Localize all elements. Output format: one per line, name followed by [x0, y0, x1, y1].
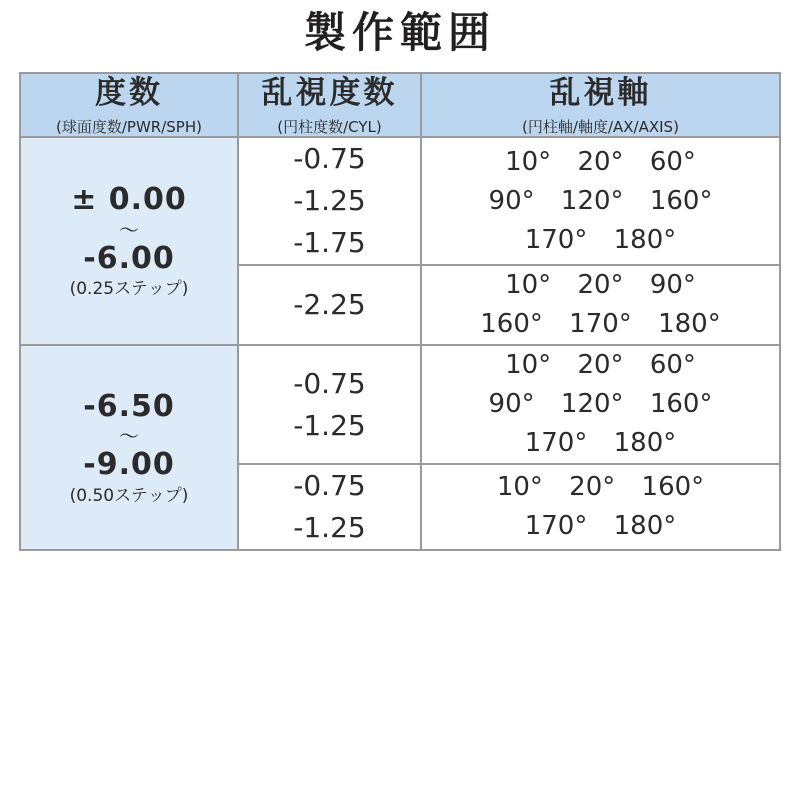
cylinder-value: -2.25 — [293, 288, 366, 322]
axis-line — [422, 182, 779, 221]
axis-cell — [421, 265, 780, 345]
header-cylinder-main: 乱視度数 — [261, 75, 398, 112]
axis-value: 60° — [649, 350, 696, 381]
axis-line — [422, 221, 779, 260]
cylinder-value: -0.75 — [293, 366, 366, 400]
axis-value: 180° — [613, 428, 677, 459]
axis-value: 170° — [524, 224, 588, 255]
axis-value: 10° — [505, 270, 552, 301]
cylinder-cell — [238, 265, 421, 345]
axis-value: 120° — [560, 185, 624, 216]
axis-value: 170° — [524, 511, 588, 542]
cylinder-value: -1.25 — [293, 408, 366, 442]
axis-line — [422, 385, 779, 424]
axis-value: 180° — [613, 511, 677, 542]
axis-value: 20° — [577, 270, 624, 301]
axis-value: 160° — [649, 185, 713, 216]
cylinder-cell — [238, 464, 421, 550]
cylinder-value: -0.75 — [293, 469, 366, 503]
axis-value: 180° — [658, 309, 721, 340]
header-power-main: 度数 — [95, 75, 163, 112]
axis-line — [422, 424, 779, 463]
power-cell-group-1 — [20, 137, 238, 345]
power-from: ± 0.00 — [71, 182, 187, 218]
axis-value: 20° — [577, 146, 624, 177]
axis-value: 170° — [569, 309, 632, 340]
specification-table — [19, 72, 781, 551]
header-cylinder — [238, 73, 421, 137]
axis-value: 10° — [505, 350, 552, 381]
axis-value: 160° — [649, 389, 713, 420]
cylinder-value: -1.75 — [293, 226, 366, 260]
power-range-tilde: 〜 — [119, 424, 139, 449]
power-step: (0.50ステップ) — [69, 485, 189, 506]
cylinder-cell — [238, 137, 421, 265]
axis-value: 60° — [649, 146, 696, 177]
axis-value: 10° — [505, 146, 552, 177]
power-cell-group-2 — [20, 345, 238, 550]
axis-line — [422, 266, 779, 305]
table-header — [20, 73, 780, 137]
axis-value: 20° — [569, 472, 616, 503]
axis-cell — [421, 464, 780, 550]
table-header-row — [20, 73, 780, 137]
power-range-tilde: 〜 — [119, 217, 139, 242]
header-axis — [421, 73, 780, 137]
axis-value: 90° — [488, 185, 535, 216]
power-to: -6.00 — [83, 240, 175, 276]
header-axis-sub: (円柱軸/軸度/AX/AXIS) — [522, 118, 679, 137]
axis-cell — [421, 137, 780, 265]
axis-value: 90° — [649, 270, 696, 301]
axis-value: 160° — [480, 309, 543, 340]
axis-value: 120° — [560, 389, 624, 420]
axis-value: 20° — [577, 350, 624, 381]
axis-cell — [421, 345, 780, 464]
axis-line — [422, 468, 779, 507]
axis-line — [422, 143, 779, 182]
header-power — [20, 73, 238, 137]
cylinder-value: -1.25 — [293, 184, 366, 218]
page-title: 製作範囲 — [303, 8, 496, 57]
axis-value: 180° — [613, 224, 677, 255]
cylinder-value: -1.25 — [293, 511, 366, 545]
header-axis-main: 乱視軸 — [549, 75, 652, 112]
cylinder-cell — [238, 345, 421, 464]
axis-value: 170° — [524, 428, 588, 459]
axis-line — [422, 305, 779, 344]
header-cylinder-sub: (円柱度数/CYL) — [277, 118, 382, 137]
power-to: -9.00 — [83, 447, 175, 483]
table-row — [20, 345, 780, 464]
axis-value: 90° — [488, 389, 535, 420]
table-row — [20, 137, 780, 265]
power-from: -6.50 — [83, 388, 175, 424]
axis-value: 160° — [641, 472, 705, 503]
header-power-sub: (球面度数/PWR/SPH) — [56, 118, 202, 137]
axis-line — [422, 507, 779, 546]
table-body — [20, 137, 780, 550]
axis-line — [422, 346, 779, 385]
axis-value: 10° — [496, 472, 543, 503]
cylinder-value: -0.75 — [293, 142, 366, 176]
power-step: (0.25ステップ) — [69, 279, 189, 300]
